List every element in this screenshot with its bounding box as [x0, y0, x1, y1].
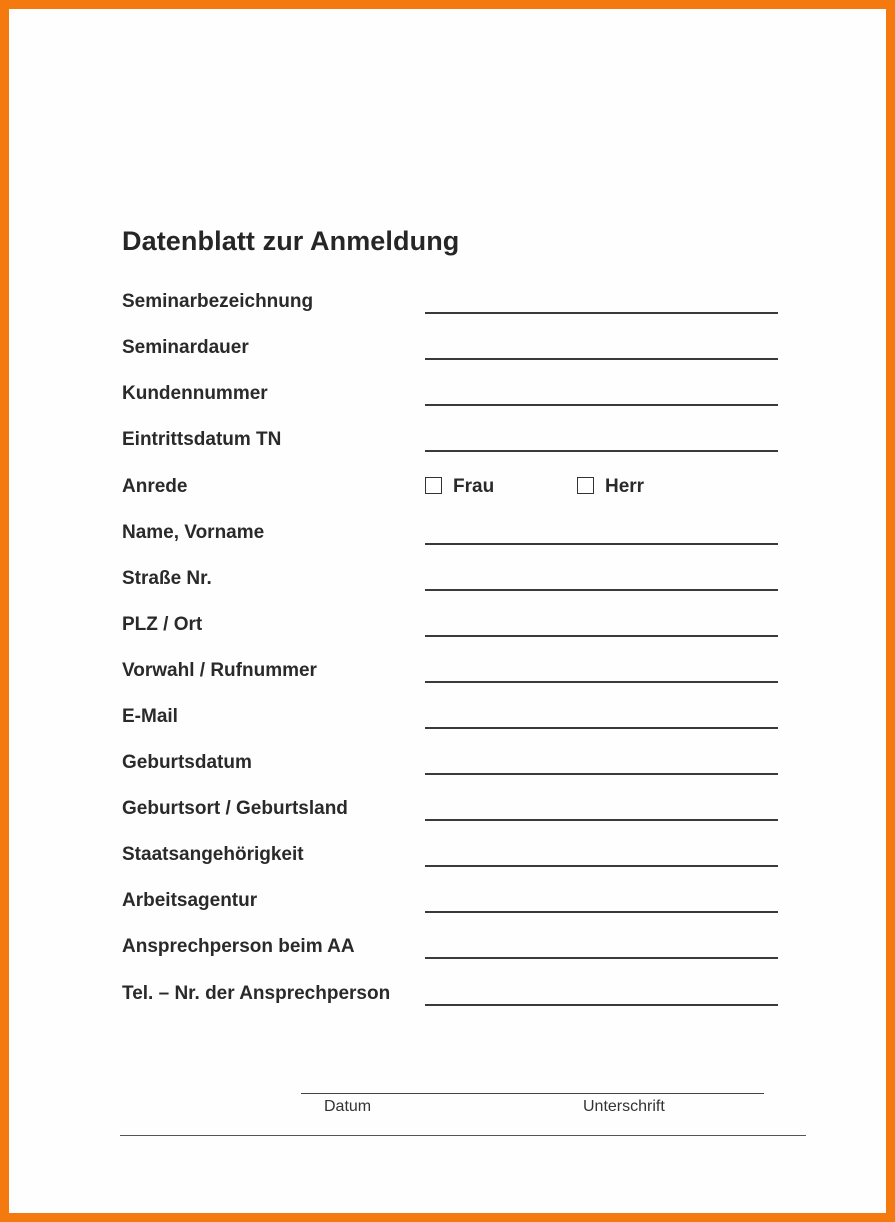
signature-label: Unterschrift [583, 1098, 665, 1115]
document-page [9, 9, 886, 1213]
field-label: Kundennummer [122, 383, 268, 404]
field-row-seminarbezeichnung [122, 291, 782, 321]
field-label: Arbeitsagentur [122, 890, 258, 911]
field-row-geburtsort [122, 798, 782, 828]
signature-line[interactable] [301, 1093, 764, 1094]
field-row-anrede [122, 476, 782, 506]
fill-in-line[interactable] [425, 312, 778, 314]
field-row-email [122, 706, 782, 736]
field-row-name [122, 522, 782, 552]
fill-in-line[interactable] [425, 727, 778, 729]
field-label: Geburtsdatum [122, 752, 252, 773]
field-row-arbeitsagentur [122, 890, 782, 920]
bottom-divider [120, 1135, 806, 1136]
field-label: Straße Nr. [122, 568, 212, 589]
checkbox-label: Frau [453, 476, 495, 497]
fill-in-line[interactable] [425, 957, 778, 959]
field-row-rufnummer [122, 660, 782, 690]
field-label: Name, Vorname [122, 522, 265, 543]
fill-in-line[interactable] [425, 450, 778, 452]
field-label: Tel. – Nr. der Ansprechperson [122, 983, 391, 1004]
form-title: Datenblatt zur Anmeldung [122, 226, 460, 256]
field-row-seminardauer [122, 337, 782, 367]
field-label: Seminarbezeichnung [122, 291, 314, 312]
field-row-strasse [122, 568, 782, 598]
fill-in-line[interactable] [425, 589, 778, 591]
field-row-plz-ort [122, 614, 782, 644]
checkbox-label: Herr [605, 476, 645, 497]
field-label: Ansprechperson beim AA [122, 936, 355, 957]
field-row-geburtsdatum [122, 752, 782, 782]
fill-in-line[interactable] [425, 358, 778, 360]
field-row-staatsangehoerigkeit [122, 844, 782, 874]
field-label: Geburtsort / Geburtsland [122, 798, 348, 819]
field-label: Anrede [122, 476, 188, 497]
fill-in-line[interactable] [425, 681, 778, 683]
field-label: Staatsangehörigkeit [122, 844, 304, 865]
field-row-tel-ansprechperson [122, 983, 782, 1013]
fill-in-line[interactable] [425, 911, 778, 913]
checkbox-icon[interactable] [577, 477, 594, 494]
field-row-kundennummer [122, 383, 782, 413]
field-label: E-Mail [122, 706, 178, 727]
fill-in-line[interactable] [425, 543, 778, 545]
date-label: Datum [324, 1098, 372, 1115]
checkbox-icon[interactable] [425, 477, 442, 494]
field-label: PLZ / Ort [122, 614, 203, 635]
fill-in-line[interactable] [425, 635, 778, 637]
fill-in-line[interactable] [425, 819, 778, 821]
field-label: Eintrittsdatum TN [122, 429, 282, 450]
fill-in-line[interactable] [425, 865, 778, 867]
field-row-ansprechperson [122, 936, 782, 966]
field-label: Vorwahl / Rufnummer [122, 660, 317, 681]
fill-in-line[interactable] [425, 1004, 778, 1006]
field-label: Seminardauer [122, 337, 249, 358]
field-row-eintrittsdatum [122, 429, 782, 459]
fill-in-line[interactable] [425, 404, 778, 406]
fill-in-line[interactable] [425, 773, 778, 775]
